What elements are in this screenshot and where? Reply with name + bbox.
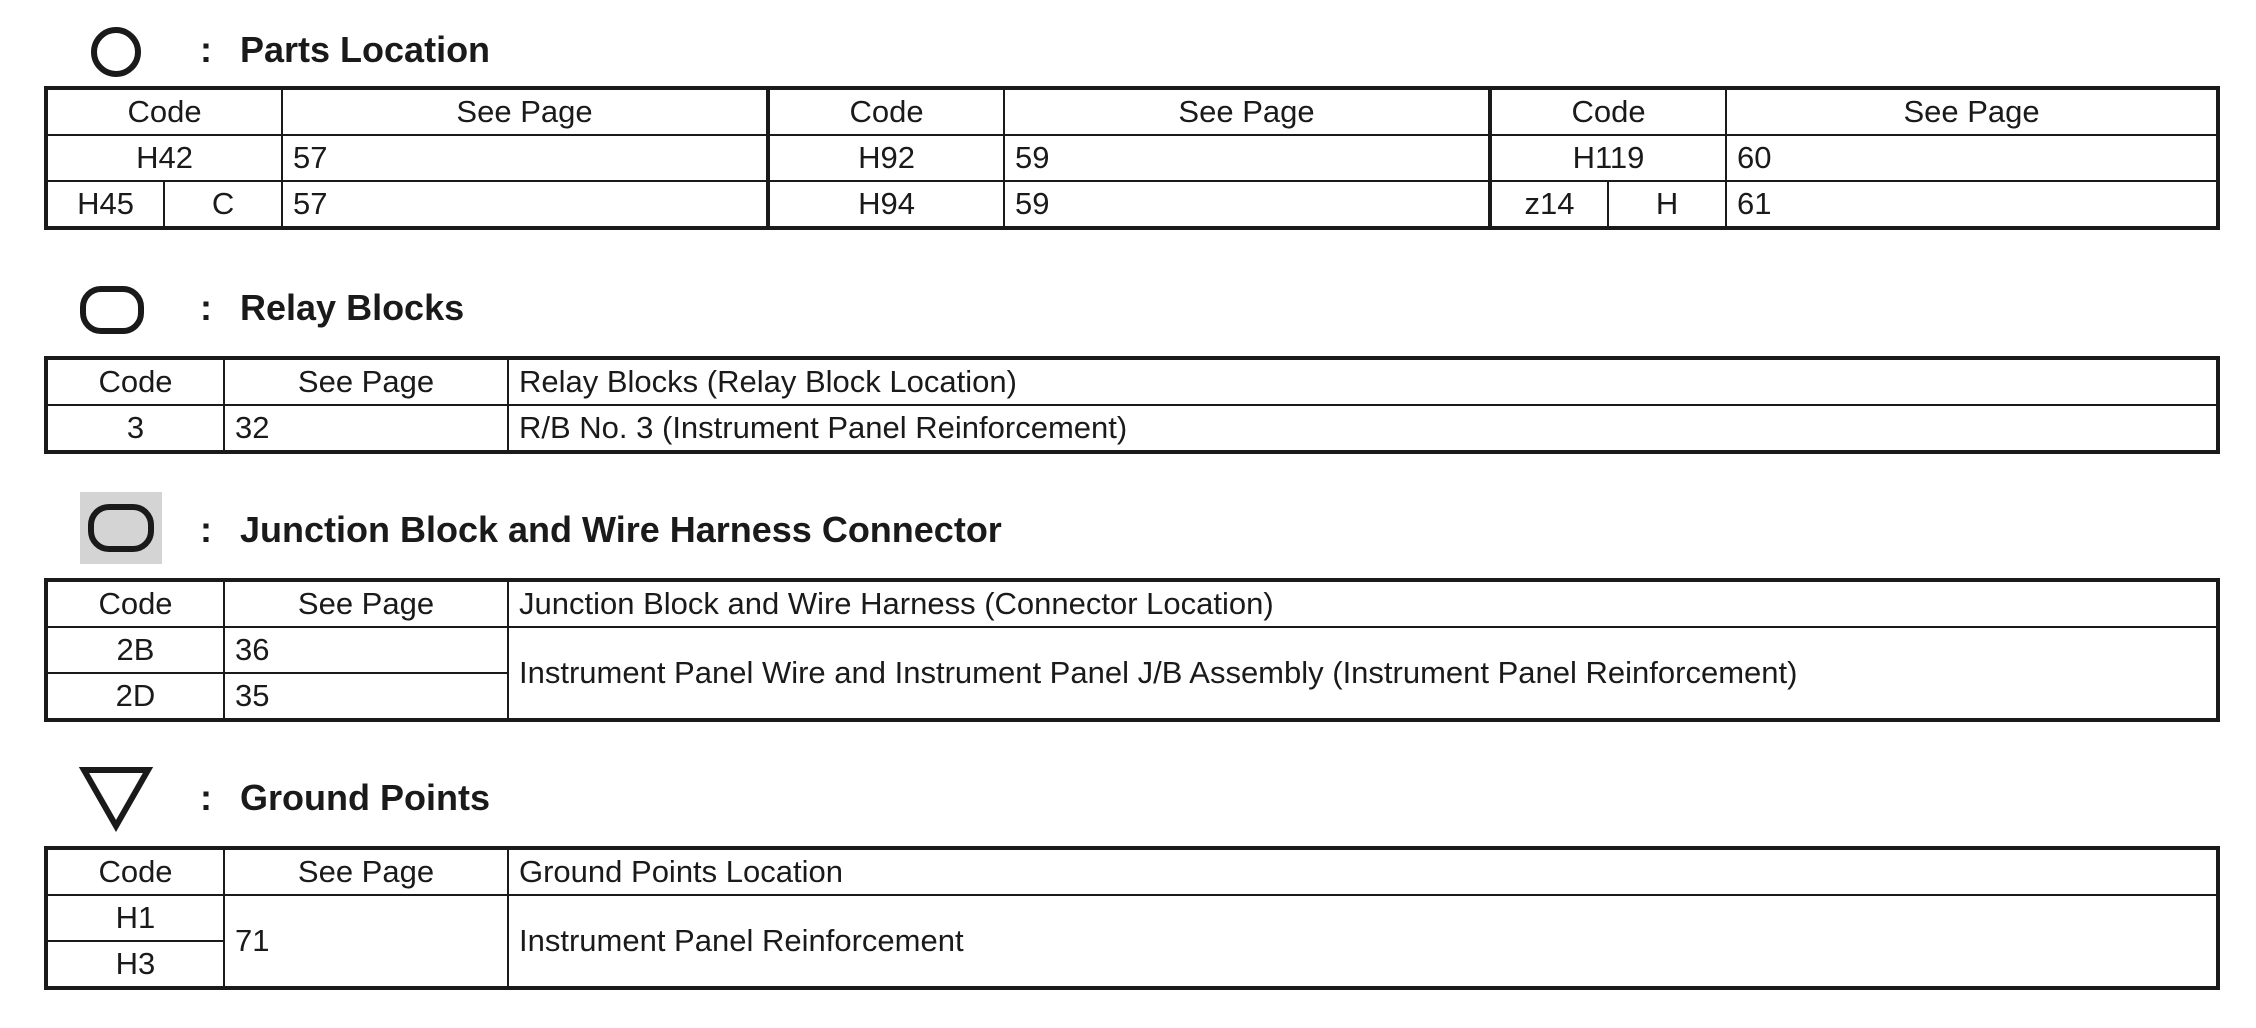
code-cell: H1 [46,895,224,941]
see-page-header: See Page [1004,88,1490,135]
table-header-row [46,848,2218,895]
parts-location-heading [200,20,490,80]
rounded-rectangle-shaded-icon [86,502,156,554]
see-page-header: See Page [282,88,768,135]
code-cell: 2B [46,627,224,673]
code-header: Code [46,88,282,135]
ground-points-heading [200,768,490,828]
relay-blocks-heading [200,278,464,338]
page-cell: 36 [224,627,508,673]
code-sub-cell: H [1608,181,1726,228]
page-cell: 59 [1004,181,1490,228]
down-triangle-icon [78,764,154,832]
ground-points-table [44,846,2220,990]
page-cell: 59 [1004,135,1490,181]
description-header: Junction Block and Wire Harness (Connector Location) [508,580,2218,627]
heading-colon: : [200,509,212,550]
junction-block-title: Junction Block and Wire Harness Connector [240,509,1002,550]
code-sub-cell: C [164,181,282,228]
page-cell: 57 [282,181,768,228]
code-header: Code [1490,88,1726,135]
code-cell: H45 [46,181,164,228]
code-cell: 3 [46,405,224,452]
heading-colon: : [200,287,212,328]
page-cell: 61 [1726,181,2218,228]
relay-blocks-table [44,356,2220,454]
description-cell: Instrument Panel Reinforcement [508,895,2218,988]
code-cell: H119 [1490,135,1726,181]
page-cell: 71 [224,895,508,988]
junction-block-table [44,578,2220,722]
page-cell: 57 [282,135,768,181]
table-row [46,135,2218,181]
table-row [46,181,2218,228]
circle-icon [88,24,144,80]
description-cell: R/B No. 3 (Instrument Panel Reinforcement) [508,405,2218,452]
see-page-header: See Page [224,358,508,405]
junction-block-heading [200,500,1002,560]
description-header: Relay Blocks (Relay Block Location) [508,358,2218,405]
code-header: Code [46,358,224,405]
code-cell: z14 [1490,181,1608,228]
code-cell: H92 [768,135,1004,181]
relay-blocks-title: Relay Blocks [240,287,465,328]
page-cell: 35 [224,673,508,720]
table-header-row [46,358,2218,405]
code-cell: H94 [768,181,1004,228]
heading-colon: : [200,777,212,818]
code-header: Code [46,580,224,627]
see-page-header: See Page [1726,88,2218,135]
ground-points-title: Ground Points [240,777,490,818]
code-header: Code [46,848,224,895]
page-cell: 60 [1726,135,2218,181]
parts-location-table [44,86,2220,230]
code-cell: H3 [46,941,224,988]
code-cell: 2D [46,673,224,720]
table-header-row [46,580,2218,627]
table-header-row [46,88,2218,135]
heading-colon: : [200,29,212,70]
see-page-header: See Page [224,580,508,627]
see-page-header: See Page [224,848,508,895]
parts-location-title: Parts Location [240,29,491,70]
code-header: Code [768,88,1004,135]
table-row [46,405,2218,452]
table-row [46,895,2218,941]
rounded-rectangle-icon [78,284,146,336]
table-row [46,627,2218,673]
description-cell: Instrument Panel Wire and Instrument Panel J/B Assembly (Instrument Panel Reinforcement) [508,627,2218,720]
description-header: Ground Points Location [508,848,2218,895]
code-cell: H42 [46,135,282,181]
page-cell: 32 [224,405,508,452]
